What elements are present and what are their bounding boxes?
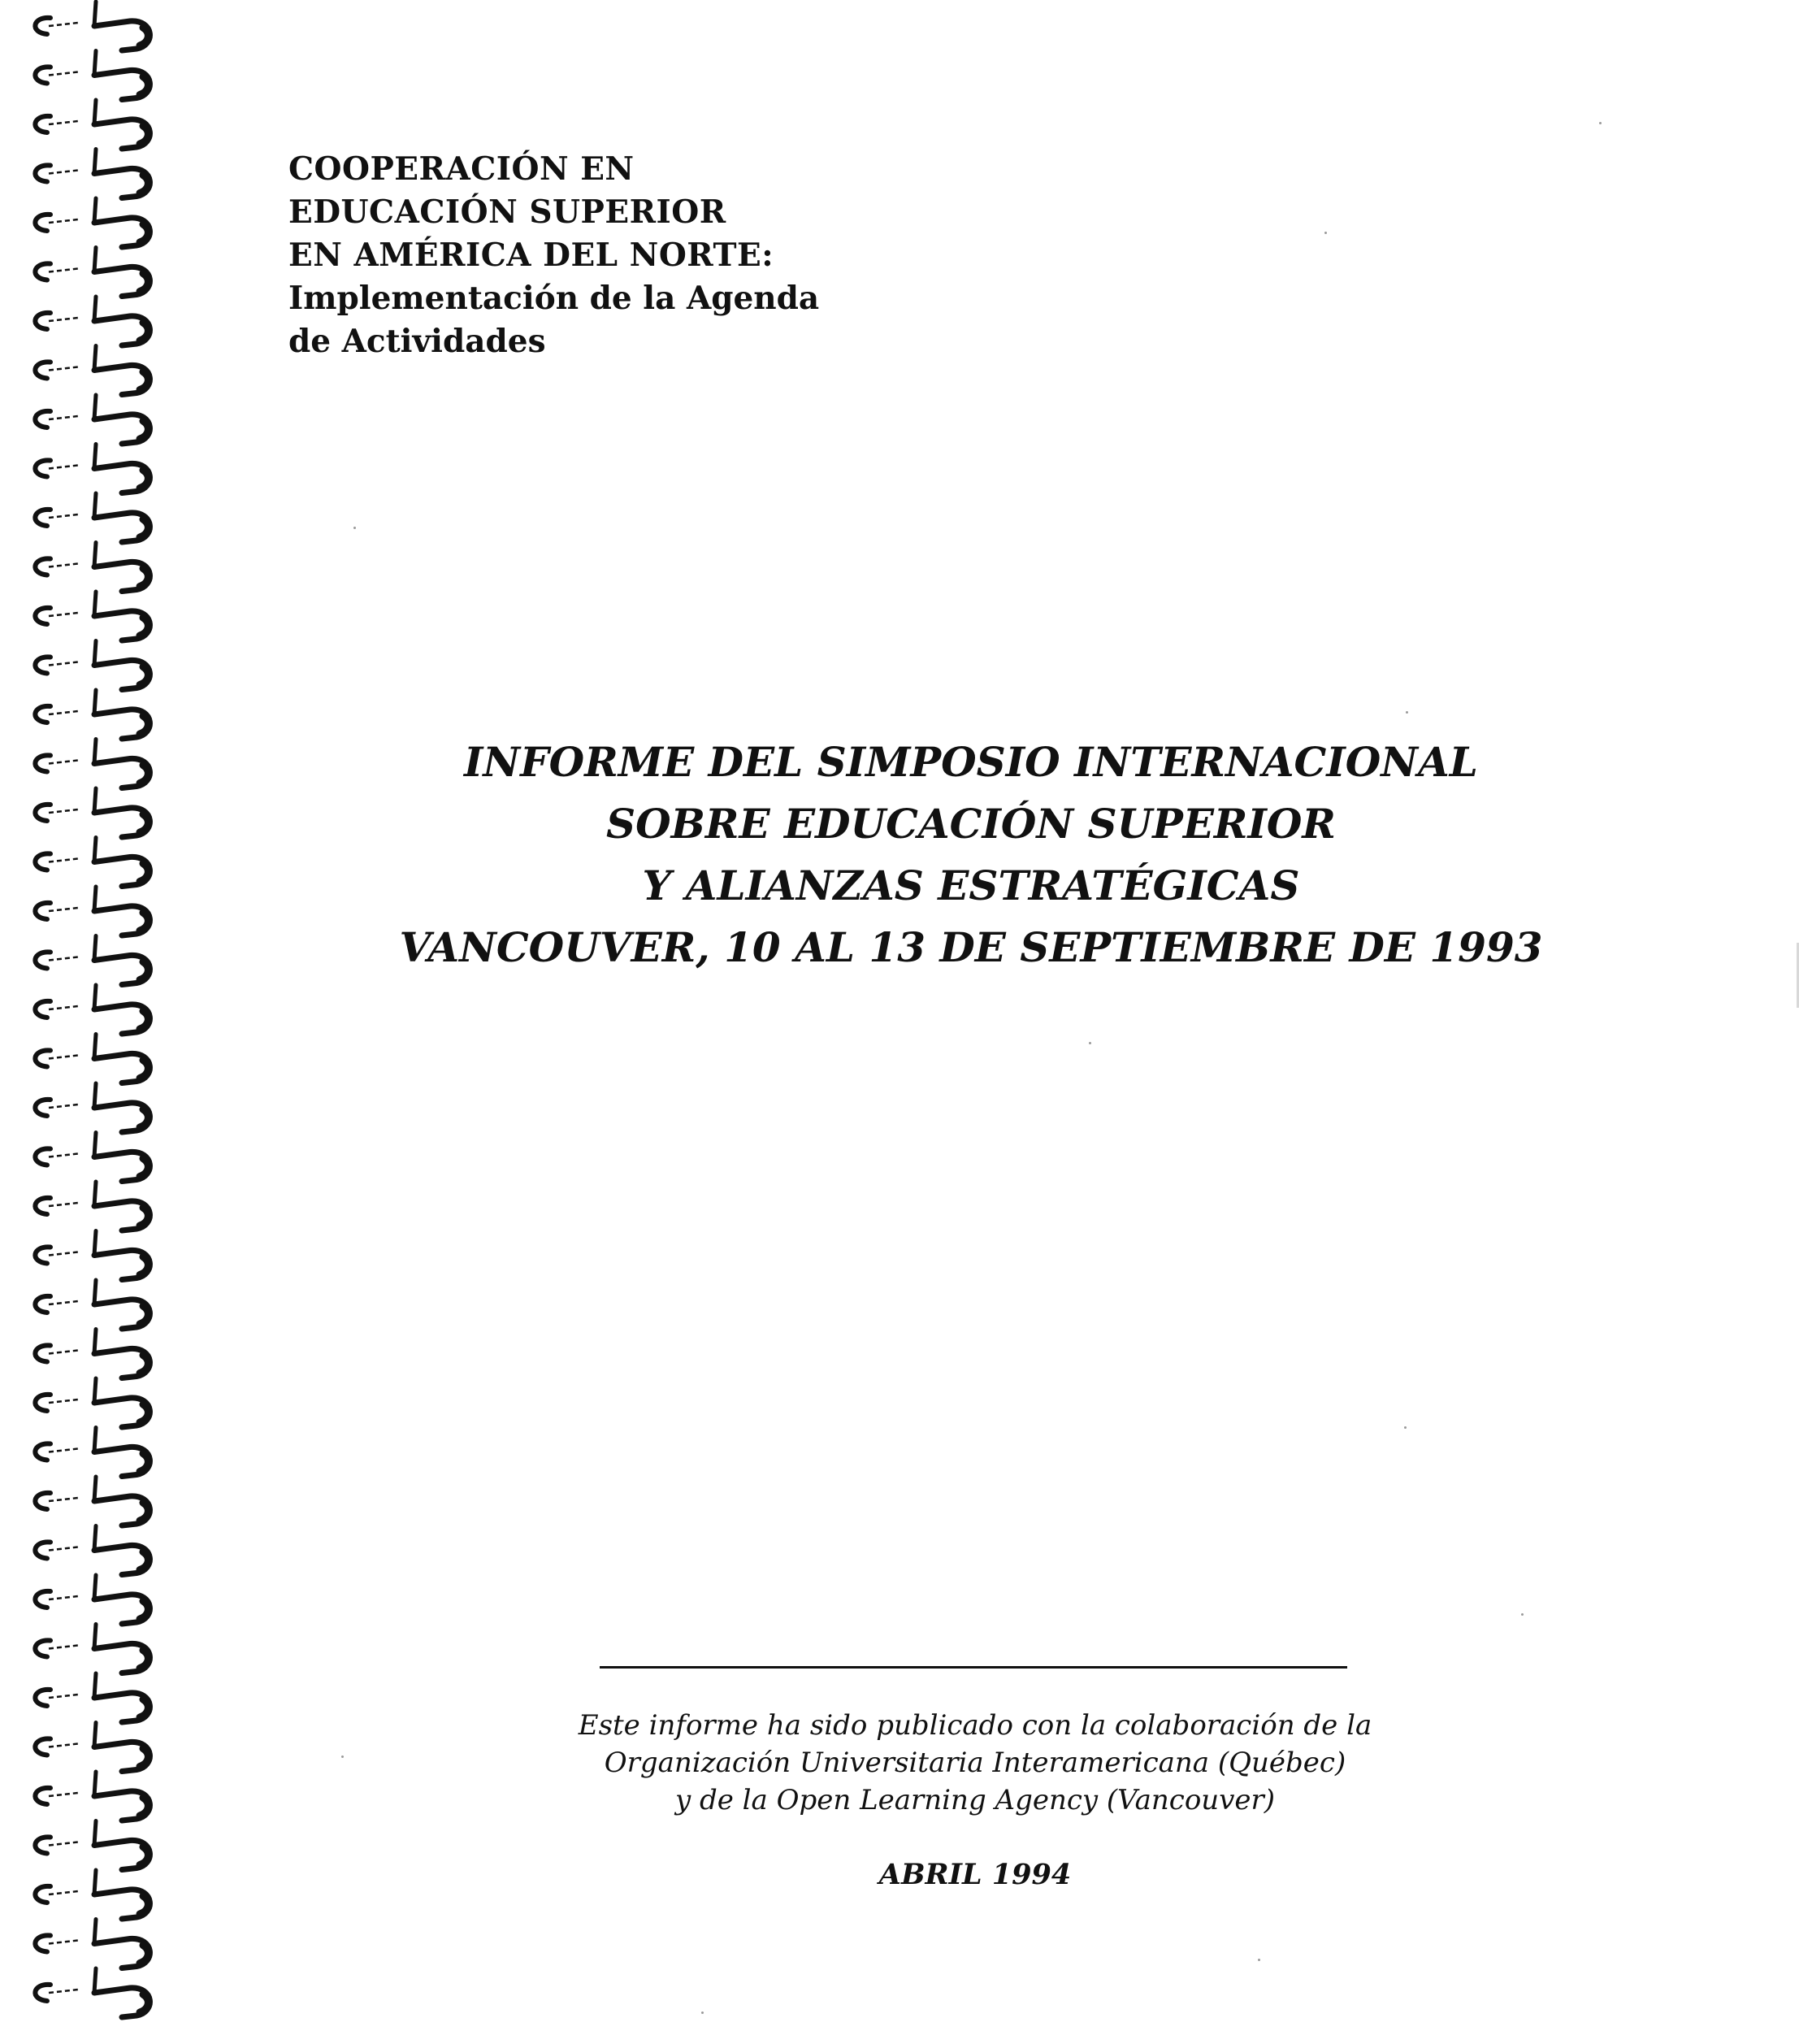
report-title	[366, 731, 1576, 979]
binding-coil	[35, 1477, 150, 1525]
binding-coil	[35, 150, 150, 198]
binding-coil	[35, 445, 150, 493]
header-line-4: Implementación de la Agenda	[288, 280, 820, 317]
scan-speck	[1406, 711, 1408, 714]
binding-coil	[35, 248, 150, 297]
binding-coil	[35, 1330, 150, 1378]
binding-coil	[35, 641, 150, 690]
scan-speck	[1258, 1959, 1260, 1961]
binding-coil	[35, 1870, 150, 1919]
binding-coil	[35, 1231, 150, 1280]
binding-coil	[35, 1968, 150, 2017]
header-line-5: de Actividades	[288, 323, 546, 360]
scan-speck	[353, 527, 356, 529]
spiral-binding-icon	[0, 0, 187, 2044]
binding-coil	[35, 838, 150, 887]
scan-speck	[341, 1755, 344, 1758]
binding-coil	[35, 395, 150, 444]
binding-coil	[35, 493, 150, 542]
binding-coil	[35, 198, 150, 247]
binding-coil	[35, 592, 150, 640]
binding-coil	[35, 51, 150, 100]
header-line-1: COOPERACIÓN EN	[288, 150, 635, 188]
binding-coil	[35, 1428, 150, 1477]
binding-coil	[35, 1035, 150, 1083]
binding-coil	[35, 985, 150, 1034]
scan-speck	[1599, 122, 1602, 124]
publication-credits	[520, 1707, 1430, 1819]
binding-coil	[35, 1821, 150, 1870]
binding-coil	[35, 740, 150, 788]
binding-coil	[35, 543, 150, 592]
binding-coil	[35, 1723, 150, 1772]
binding-coil	[35, 2, 150, 50]
credits-line-1: Este informe ha sido publicado con la colaboración de la	[578, 1709, 1372, 1742]
title-line-1: INFORME DEL SIMPOSIO INTERNACIONAL	[464, 738, 1478, 786]
binding-coil	[35, 1378, 150, 1427]
binding-coil	[35, 1182, 150, 1230]
binding-coil	[35, 690, 150, 739]
horizontal-rule	[600, 1666, 1347, 1669]
binding-coil	[35, 1673, 150, 1722]
title-line-2: SOBRE EDUCACIÓN SUPERIOR	[606, 800, 1336, 848]
scan-speck	[1521, 1613, 1524, 1616]
binding-coil	[35, 1575, 150, 1624]
binding-coil	[35, 788, 150, 837]
scan-speck	[1404, 1426, 1407, 1429]
binding-coil	[35, 1625, 150, 1673]
binding-coil	[35, 297, 150, 345]
binding-coil	[35, 1280, 150, 1329]
series-header	[288, 148, 939, 363]
binding-coil	[35, 936, 150, 985]
binding-coil	[35, 100, 150, 149]
binding-coil	[35, 887, 150, 935]
title-line-3: Y ALIANZAS ESTRATÉGICAS	[642, 861, 1300, 909]
header-line-2: EDUCACIÓN SUPERIOR	[288, 193, 726, 231]
binding-coil	[35, 1920, 150, 1968]
binding-coil	[35, 1083, 150, 1132]
binding-coil	[35, 1772, 150, 1821]
credits-line-3: y de la Open Learning Agency (Vancouver)	[674, 1784, 1276, 1816]
publication-date: ABRIL 1994	[878, 1858, 1072, 1891]
header-line-3: EN AMÉRICA DEL NORTE:	[288, 237, 774, 274]
title-line-4: VANCOUVER, 10 AL 13 DE SEPTIEMBRE DE 1993	[399, 923, 1543, 971]
binding-coil	[35, 1526, 150, 1575]
credits-line-2: Organización Universitaria Interamericana (Québec)	[604, 1747, 1346, 1779]
binding-coil	[35, 1133, 150, 1182]
spiral-binding-graphic	[0, 0, 187, 2044]
binding-coil	[35, 346, 150, 395]
scan-speck	[701, 2011, 704, 2014]
scan-speck	[1324, 232, 1327, 234]
scan-speck	[1089, 1042, 1091, 1044]
